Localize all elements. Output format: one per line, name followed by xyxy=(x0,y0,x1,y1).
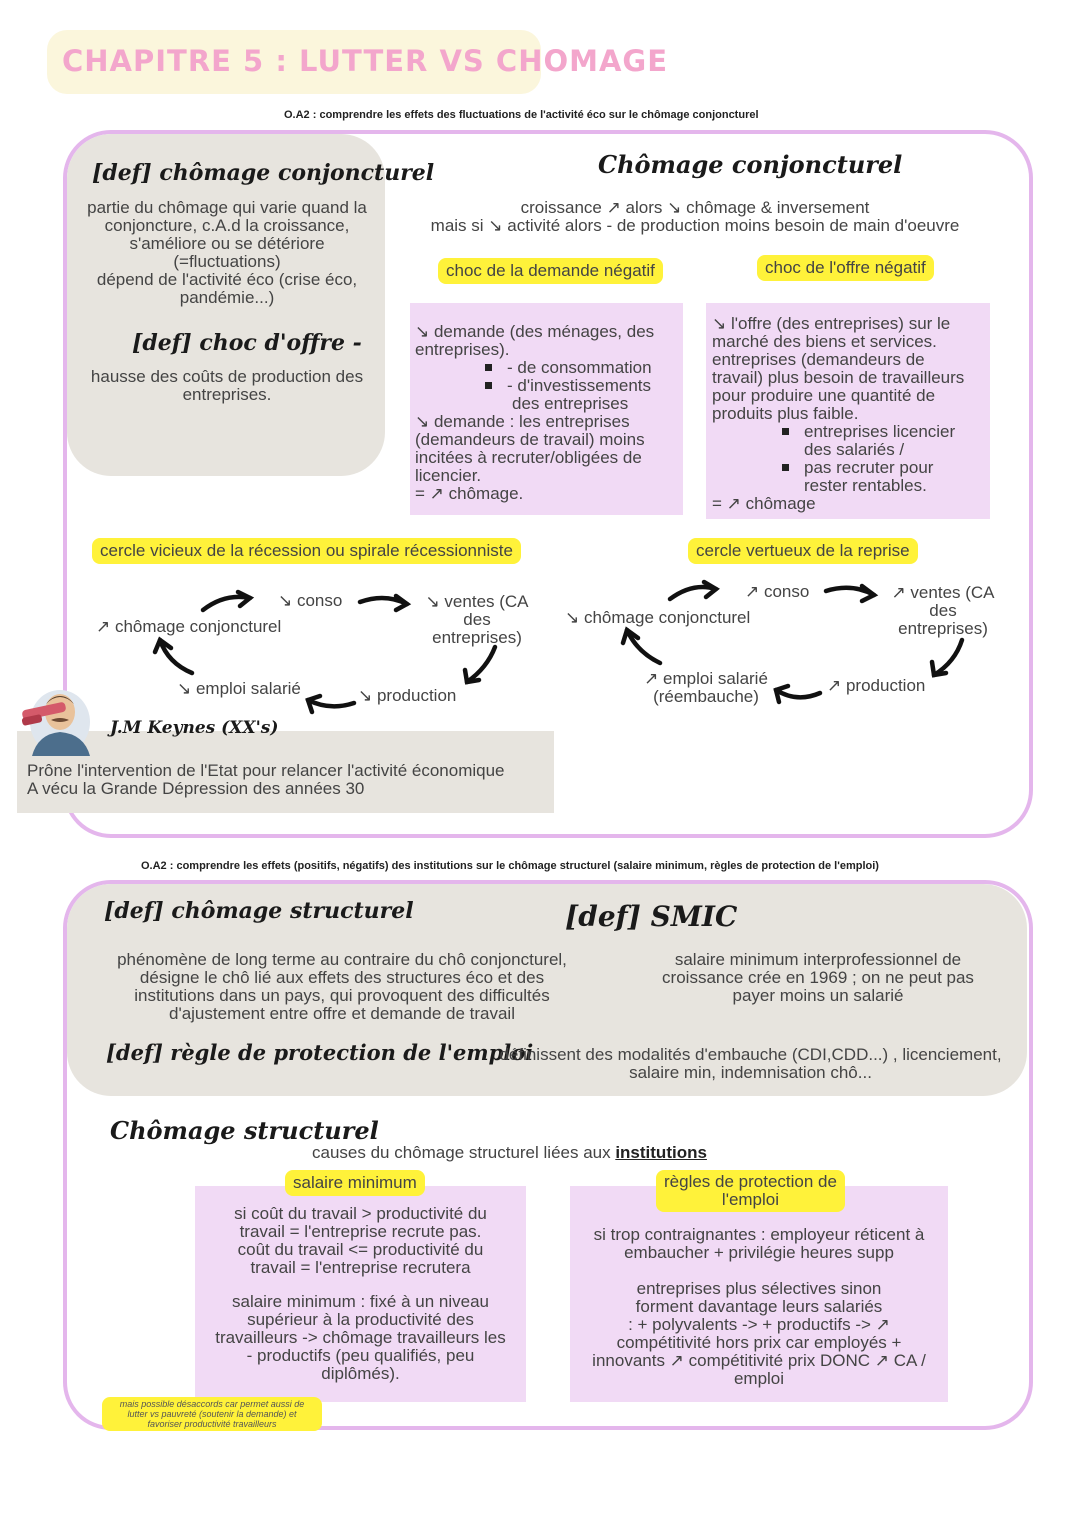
choc-demande-box: ↘ demande (des ménages, des entreprises). - de consommation - d'investissements des entreprises ↘ demande : les entreprises (demandeurs de travail) moins incitées à recruter/obligées de licencier. = ↗ chômage. xyxy=(410,303,683,515)
def-regle-protection-text: définissent des modalités d'embauche (CDI,CDD...) , licenciement, salaire min, indemnisation chô... xyxy=(499,1045,1002,1082)
keynes-text: Prône l'intervention de l'Etat pour relancer l'activité économique A vécu la Grande Dépression des années 30 xyxy=(27,761,505,798)
regles-protection-label: règles de protection de l'emploi xyxy=(656,1170,845,1212)
chapter-title: CHAPITRE 5 : LUTTER VS CHOMAGE xyxy=(62,44,669,78)
arrow-icon xyxy=(623,630,660,663)
chomage-structurel-heading: Chômage structurel xyxy=(110,1116,379,1145)
def-smic-text: salaire minimum interprofessionnel de croissance crée en 1969 ; on ne peut pas payer moins un salarié xyxy=(662,950,974,1005)
vertueux-chomage: ↘ chômage conjoncturel xyxy=(565,608,751,627)
def-choc-offre-title: [def] choc d'offre - xyxy=(132,330,362,356)
def-chomage-conjoncturel-text: partie du chômage qui varie quand la conjoncture, c.A.d la croissance, s'améliore ou se détériore (=fluctuations) dépend de l'activité éco (crise éco, pandémie...) xyxy=(87,198,367,307)
vertueux-ventes: ↗ ventes (CA des entreprises) xyxy=(891,583,995,638)
vicieux-conso: ↘ conso xyxy=(278,591,343,610)
chomage-conjoncturel-heading: Chômage conjoncturel xyxy=(598,150,903,179)
vertueux-conso: ↗ conso xyxy=(745,582,810,601)
def-regle-protection-title: [def] règle de protection de l'emploi xyxy=(106,1040,534,1065)
def-chomage-conjoncturel-title: [def] chômage conjoncturel xyxy=(92,160,435,186)
vicieux-emploi: ↘ emploi salarié xyxy=(177,679,301,698)
bullet-item: pas recruter pour rester rentables. xyxy=(804,459,990,495)
regles-protection-box: si trop contraignantes : employeur réticent à embaucher + privilégie heures supp entreprises plus sélectives sinon forment davantage leurs salariés : + polyvalents -> + productifs -> ↗ compétitivité hors prix car employés + innovants ↗ compétitivité prix DONC ↗ CA / emploi xyxy=(570,1186,948,1402)
def-choc-offre-text: hausse des coûts de production des entreprises. xyxy=(90,367,364,404)
keynes-portrait xyxy=(18,682,96,756)
def-chomage-structurel-text: phénomène de long terme au contraire du chô conjoncturel, désigne le chô lié aux effets des structures éco et des institutions dans un pays, qui provoquent des difficultés d'ajustement entre offre et demande de travail xyxy=(117,950,567,1023)
def-smic-title: [def] SMIC xyxy=(565,900,738,933)
conjoncturel-intro: croissance ↗ alors ↘ chômage & inversement mais si ↘ activité alors - de production moins besoin de main d'oeuvre xyxy=(430,198,960,235)
keynes-name: J.M Keynes (XX's) xyxy=(110,718,279,738)
arrow-icon xyxy=(932,640,962,675)
bullet-item: entreprises licencier des salariés / xyxy=(804,423,990,459)
salaire-minimum-label: salaire minimum xyxy=(285,1170,425,1196)
salaire-minimum-box: si coût du travail > productivité du travail = l'entreprise recrute pas. coût du travail <= productivité du travail = l'entreprise recrutera salaire minimum : fixé à un niveau supérieur à la productivité des travailleurs -> chômage travailleurs les - productifs (peu qualifiés, peu diplômés). xyxy=(195,1186,526,1402)
arrow-icon xyxy=(776,686,820,702)
def-chomage-structurel-title: [def] chômage structurel xyxy=(104,898,414,924)
choc-offre-label: choc de l'offre négatif xyxy=(757,255,934,281)
vicieux-chomage: ↗ chômage conjoncturel xyxy=(96,617,282,636)
arrow-icon xyxy=(826,586,874,601)
causes-line: causes du chômage structurel liées aux institutions xyxy=(312,1143,707,1162)
arrow-icon xyxy=(670,582,716,599)
vicieux-production: ↘ production xyxy=(358,686,457,705)
section1-objective: O.A2 : comprendre les effets des fluctuations de l'activité éco sur le chômage conjoncturel xyxy=(284,109,759,121)
cercle-vertueux-label: cercle vertueux de la reprise xyxy=(688,538,918,564)
vertueux-emploi: ↗ emploi salarié (réembauche) xyxy=(644,669,768,706)
note-desaccords: mais possible désaccords car permet aussi de lutter vs pauvreté (soutenir la demande) et favoriser productivité travailleurs xyxy=(102,1397,322,1431)
vicieux-ventes: ↘ ventes (CA des entreprises) xyxy=(425,592,529,647)
institutions-keyword: institutions xyxy=(615,1143,707,1162)
bullet-item: - de consommation xyxy=(507,359,683,377)
vertueux-production: ↗ production xyxy=(827,676,926,695)
choc-demande-label: choc de la demande négatif xyxy=(438,258,663,284)
choc-offre-box: ↘ l'offre (des entreprises) sur le marché des biens et services. entreprises (demandeurs de travail) plus besoin de travailleurs pour produire une quantité de produits plus faible. entreprises licencier des salariés / pas recruter pour rester rentables. = ↗ chômage xyxy=(706,303,990,519)
cercle-vicieux-label: cercle vicieux de la récession ou spirale récessionniste xyxy=(92,538,521,564)
section2-objective: O.A2 : comprendre les effets (positifs, négatifs) des institutions sur le chômage structurel (salaire minimum, règles de protection de l'emploi) xyxy=(141,860,879,872)
bullet-item: - d'investissements xyxy=(507,377,683,395)
